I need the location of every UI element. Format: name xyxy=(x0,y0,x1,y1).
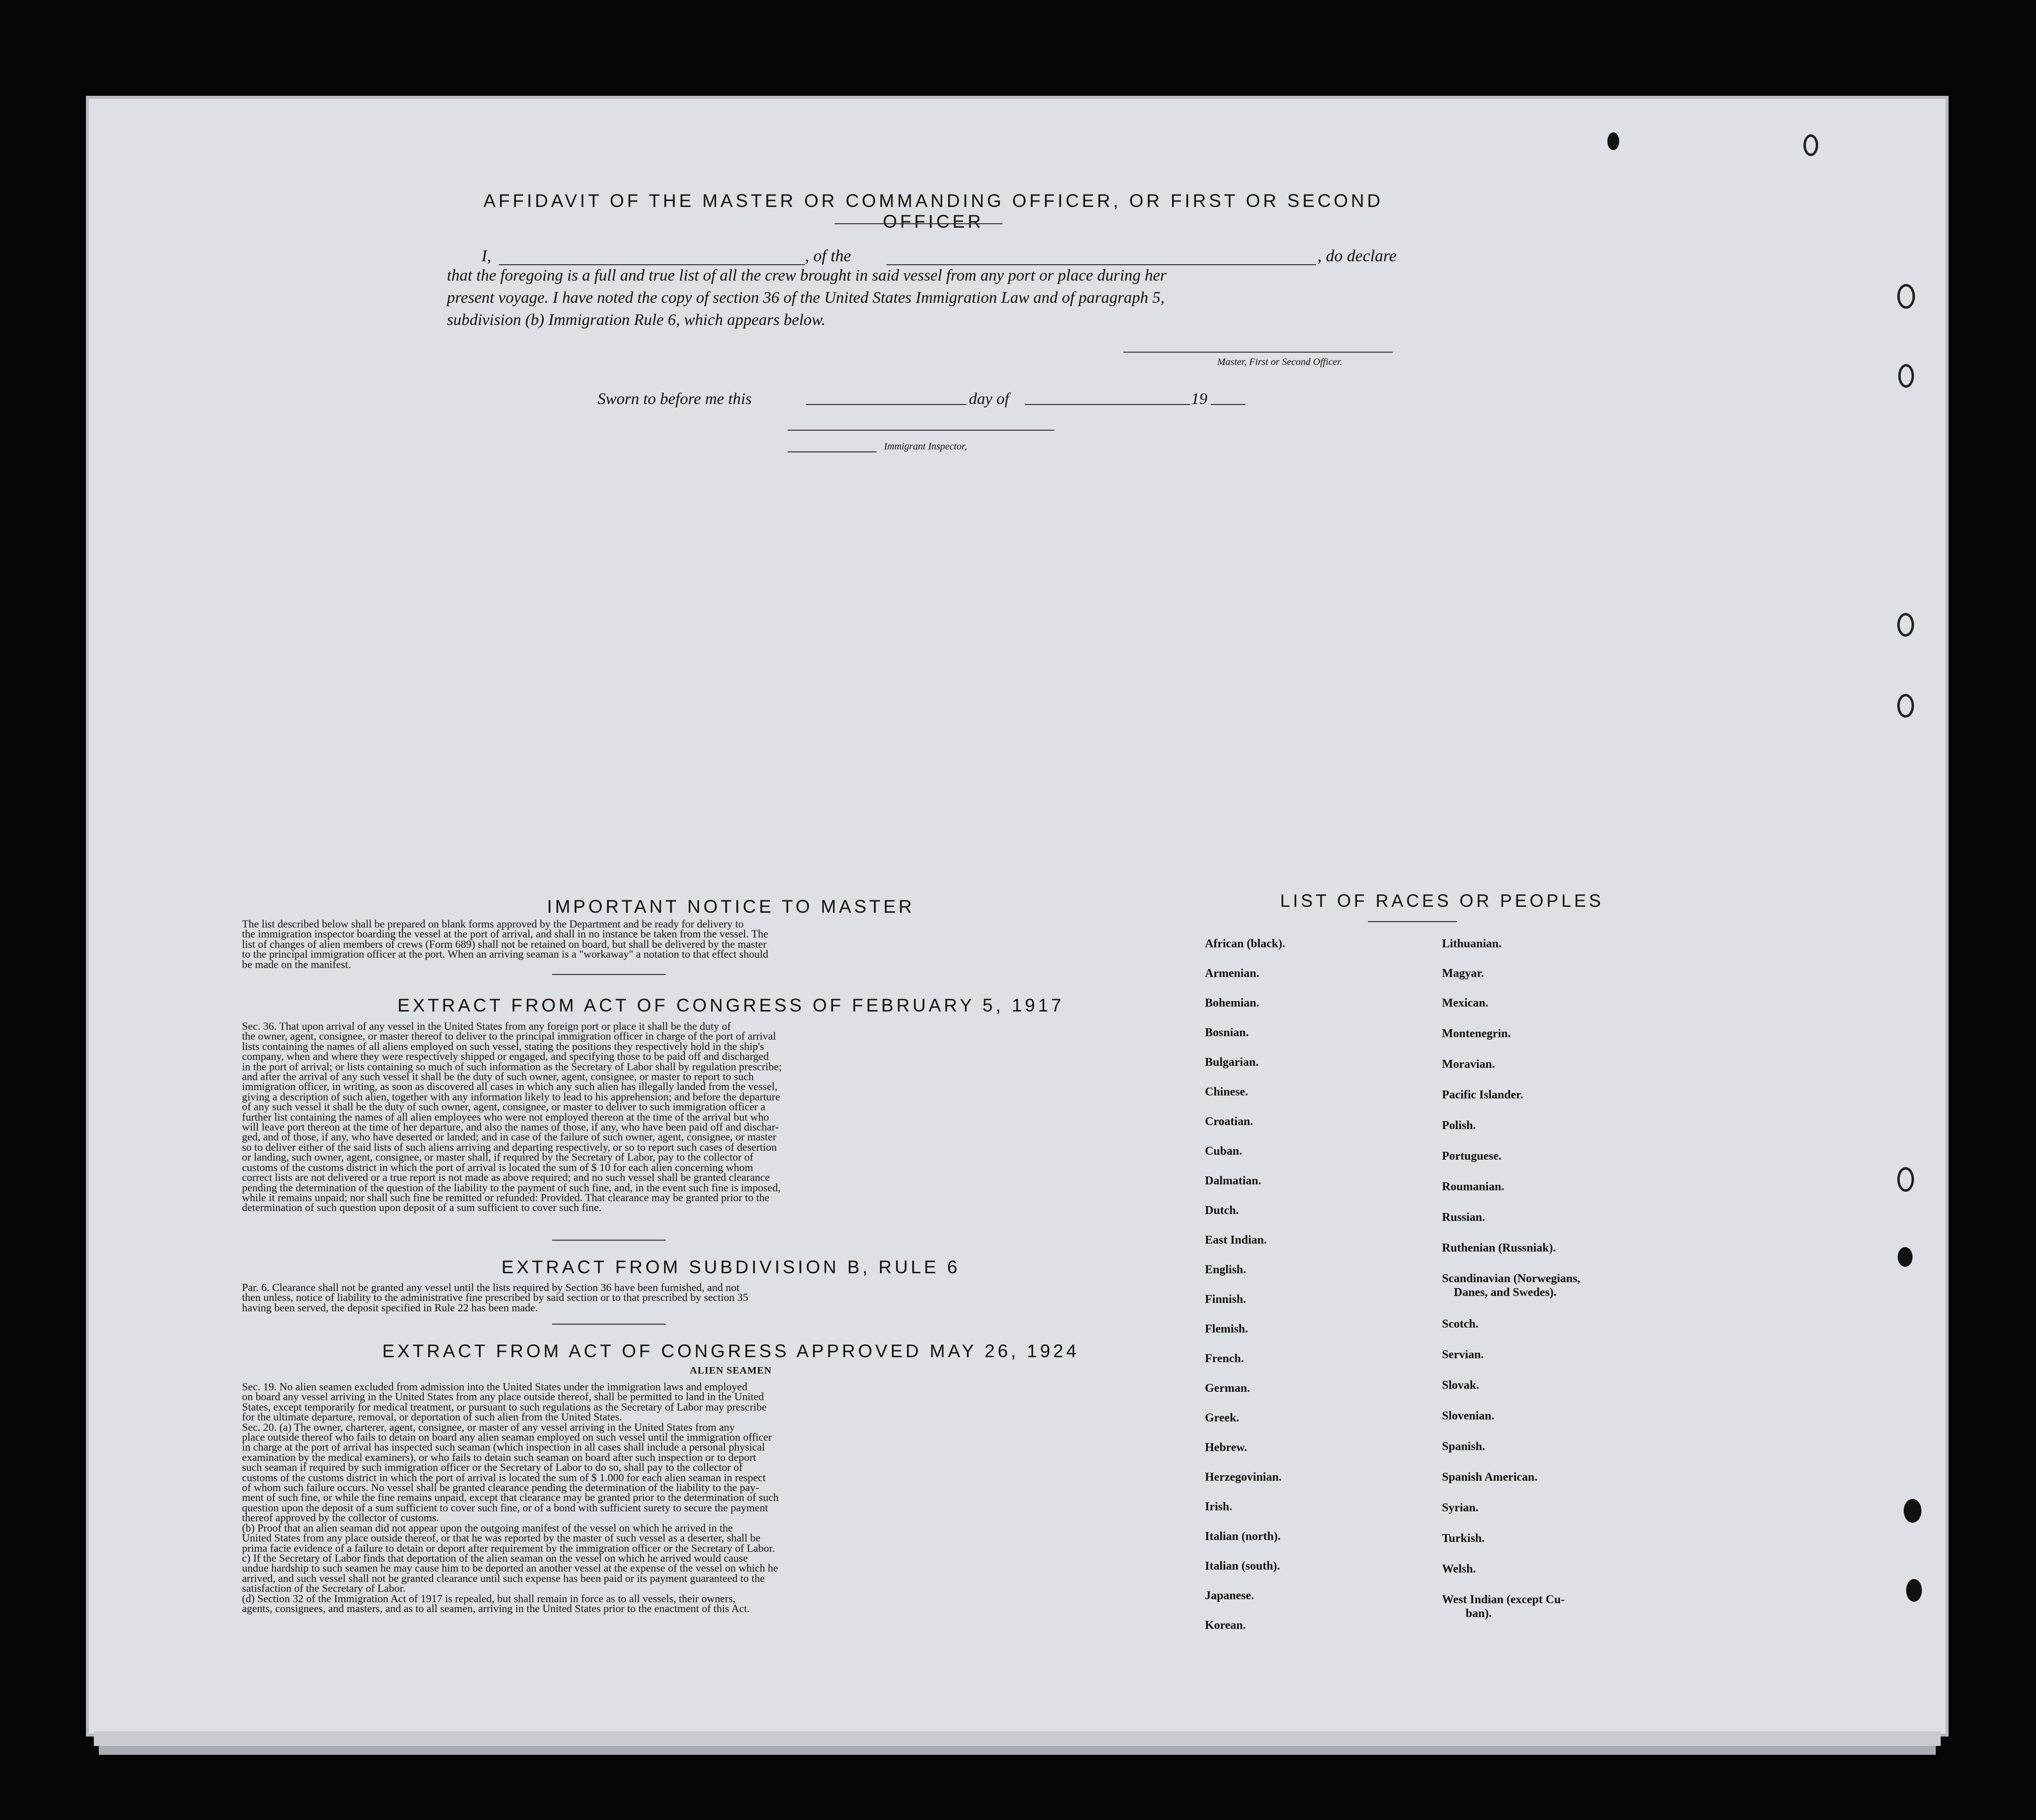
race-item: Irish. xyxy=(1205,1500,1233,1513)
race-item: French. xyxy=(1205,1352,1244,1365)
section-rule xyxy=(552,974,666,975)
notice-line: the immigration inspector boarding the vessel at the port of arrival, and shall in no instance be taken from the vessel. The xyxy=(242,928,768,940)
race-item: Chinese. xyxy=(1205,1086,1248,1098)
notice-line: to the principal immigration officer at the port. When an arriving seaman is a "workaway" a notation to that effect should xyxy=(242,948,768,961)
extract-1924-line: Sec. 20. (a) The owner, charterer, agent, consignee, or master of any vessel arriving in the United States from any xyxy=(242,1420,735,1433)
extract-1924-line: place outside thereof who fails to detain on board any alien seaman employed on such vessel until the immigration officer xyxy=(242,1431,772,1444)
extract-1917-line: or landing, such owner, agent, consignee, or master shall, if required by the Secretary of Labor, pay to the collector of xyxy=(242,1151,754,1164)
extract-1924-line: (b) Proof that an alien seaman did not appear upon the outgoing manifest of the vessel on which he arrived in the xyxy=(242,1521,733,1534)
inspector-caption: Immigrant Inspector, xyxy=(884,441,967,452)
extract-1917-text xyxy=(242,1021,973,1213)
extract-1924-line: arrived, and such vessel shall not be granted clearance until such expense has been paid or its payment guaranteed to the xyxy=(242,1572,765,1584)
notice-line: be made on the manifest. xyxy=(242,958,351,971)
section-rule xyxy=(552,1240,666,1241)
extract-1924-line: (d) Section 32 of the Immigration Act of 1917 is repealed, but shall remain in force as to all vessels, their owners, xyxy=(242,1592,736,1605)
notice-title: IMPORTANT NOTICE TO MASTER xyxy=(547,896,915,917)
year-blank-field[interactable] xyxy=(1211,404,1245,405)
race-item: Italian (south). xyxy=(1205,1560,1280,1573)
day-blank-field[interactable] xyxy=(806,404,966,405)
binder-hole xyxy=(1897,1167,1914,1192)
page-edge-lower xyxy=(99,1746,1936,1755)
race-item: Servian. xyxy=(1442,1348,1484,1361)
section-rule xyxy=(552,1324,666,1325)
binder-hole xyxy=(1897,284,1915,309)
binder-hole xyxy=(1897,694,1914,718)
binder-hole xyxy=(1906,1579,1922,1602)
inspector-signature-field[interactable] xyxy=(788,430,1054,431)
extract-1917-line: will leave port thereon at the time of her departure, and also the names of those, if any, who have been paid off and dischar- xyxy=(242,1121,779,1133)
races-title: LIST OF RACES OR PEOPLES xyxy=(1280,890,1604,911)
extract-1924-line: undue hardship to such seamen he may cause him to be deported an another vessel at the expense of the vessel on which he xyxy=(242,1562,778,1575)
race-item: Scotch. xyxy=(1442,1318,1478,1331)
name-blank-field[interactable] xyxy=(499,264,805,265)
race-item: Slovak. xyxy=(1442,1379,1479,1392)
extract-1917-line: the owner, agent, consignee, or master thereof to deliver to the principal immigration officer in charge of the port of arrival xyxy=(242,1030,776,1043)
extract-rule6-line: Par. 6. Clearance shall not be granted any vessel until the lists required by Section 36 have been furnished, and not xyxy=(242,1281,740,1294)
race-item: Lithuanian. xyxy=(1442,937,1502,950)
race-item: Montenegrin. xyxy=(1442,1027,1511,1040)
extract-1924-line: such seaman if required by such immigration officer or the Secretary of Labor to do so, shall pay to the collector of xyxy=(242,1461,743,1474)
race-item: Dutch. xyxy=(1205,1204,1239,1217)
race-item: Spanish American. xyxy=(1442,1471,1538,1484)
affidavit-i: I, xyxy=(481,247,491,265)
affidavit-title: AFFIDAVIT OF THE MASTER OR COMMANDING OFFICER, OR FIRST OR SECOND OFFICER xyxy=(483,191,1384,232)
race-item: Italian (north). xyxy=(1205,1530,1281,1543)
notice-line: The list described below shall be prepared on blank forms approved by the Department and be ready for delivery to xyxy=(242,918,744,930)
year-prefix: 19 xyxy=(1191,390,1207,408)
extract-1917-line: Sec. 36. That upon arrival of any vessel in the United States from any foreign port or place it shall be the duty of xyxy=(242,1020,731,1032)
race-item: Dalmatian. xyxy=(1205,1174,1261,1187)
race-item: Greek. xyxy=(1205,1412,1239,1424)
month-blank-field[interactable] xyxy=(1025,404,1190,405)
title-rule xyxy=(835,223,1002,224)
extract-1924-line: ment of such fine, or while the fine remains unpaid, except that clearance may be granted prior to the determination of such xyxy=(242,1491,779,1504)
race-item: Portuguese. xyxy=(1442,1150,1502,1163)
race-item: East Indian. xyxy=(1205,1234,1267,1247)
binder-hole xyxy=(1904,1499,1921,1523)
race-item: German. xyxy=(1205,1382,1250,1395)
extract-1917-line: correct lists are not delivered or a true report is not made as above required; and no such vessel shall be granted clearance xyxy=(242,1171,770,1184)
extract-rule6-text xyxy=(242,1283,973,1313)
race-item: Welsh. xyxy=(1442,1563,1476,1576)
binder-hole xyxy=(1898,364,1914,388)
sworn-text: Sworn to before me this xyxy=(598,390,752,408)
extract-1924-line: United States from any place outside thereof, or that he was reported by the master of such vessel as a deserter, shall be xyxy=(242,1532,760,1544)
race-item: Spanish. xyxy=(1442,1440,1485,1453)
extract-1924-line: of whom such failure occurs. No vessel shall be granted clearance pending the determination of the liability to the pay- xyxy=(242,1481,759,1494)
race-item: Slovenian. xyxy=(1442,1410,1495,1422)
race-item: Armenian. xyxy=(1205,967,1259,980)
race-item: Pacific Islander. xyxy=(1442,1089,1523,1101)
extract-1924-line: in charge at the port of arrival has inspected such seaman (which inspection in all cases shall include a personal physical xyxy=(242,1441,765,1454)
extract-rule6-line: then unless, notice of liability to the administrative fine prescribed by said section or to that prescribed by section 35 xyxy=(242,1291,749,1304)
race-item: Herzegovinian. xyxy=(1205,1471,1282,1484)
extract-1924-line: examination by the medical examiners), or who fails to detain such seaman on board after such inspection or to deport xyxy=(242,1451,757,1463)
day-of-text: day of xyxy=(969,390,1009,408)
master-signature-field[interactable] xyxy=(1123,352,1393,353)
race-item: Ruthenian (Russniak). xyxy=(1442,1242,1556,1254)
extract-1924-line: Sec. 19. No alien seamen excluded from admission into the United States under the immigration laws and employed xyxy=(242,1380,748,1393)
race-item: Cuban. xyxy=(1205,1145,1242,1158)
extract-1924-line: customs of the customs district in which the port of arrival is located the sum of $ 1.000 for each alien seaman in respect xyxy=(242,1471,766,1484)
extract-1917-line: determination of such question upon deposit of a sum sufficient to cover such fine. xyxy=(242,1201,601,1214)
extract-1917-line: and after the arrival of any such vessel it shall be the duty of such owner, agent, consignee, or master to report to such xyxy=(242,1070,754,1083)
extract-1924-line: for the ultimate departure, removal, or deportation of such alien from the United States. xyxy=(242,1411,622,1423)
race-item: Danes, and Swedes). xyxy=(1454,1286,1557,1299)
extract-1924-line: question upon the deposit of a sum sufficient to cover such fine, or of a bond with sufficient surety to secure the payment xyxy=(242,1501,768,1514)
race-item: Japanese. xyxy=(1205,1589,1254,1602)
race-item: Turkish. xyxy=(1442,1532,1485,1545)
inspector-prefix-field[interactable] xyxy=(788,451,877,452)
extract-1924-line: agents, consignees, and masters, and as to all seamen, arriving in the United States prior to the enactment of this Act. xyxy=(242,1602,750,1615)
race-item: ban). xyxy=(1466,1607,1492,1620)
race-item: African (black). xyxy=(1205,937,1285,950)
extract-1917-line: of any such vessel it shall be the duty of such owner, agent, consignee, or master to deliver to such immigration officer a xyxy=(242,1100,765,1113)
race-item: Hebrew. xyxy=(1205,1441,1247,1454)
vessel-blank-field[interactable] xyxy=(886,264,1316,265)
extract-1924-subtitle: ALIEN SEAMEN xyxy=(690,1365,772,1376)
race-item: Bohemian. xyxy=(1205,997,1260,1010)
race-item: Finnish. xyxy=(1205,1293,1246,1306)
extract-rule6-line: having been served, the deposit specified in Rule 22 has been made. xyxy=(242,1301,538,1314)
extract-1917-line: company, when and where they were respectively shipped or engaged, and specifying those to be paid off and discharged xyxy=(242,1050,769,1063)
extract-1924-line: on board any vessel arriving in the United States from any place outside thereof, shall be permitted to land in the United xyxy=(242,1390,764,1403)
extract-1917-line: while it remains unpaid; nor shall such fine be remitted or refunded: Provided. That clearance may be granted prior to the xyxy=(242,1191,770,1204)
extract-1924-line: States, except temporarily for medical treatment, or pursuant to such regulations as the Secretary of Labor may prescribe xyxy=(242,1400,767,1413)
race-item: Flemish. xyxy=(1205,1323,1248,1335)
binder-hole xyxy=(1803,134,1818,156)
extract-1917-line: so to deliver either of the said lists of such aliens arriving and departing respectively, or so to report such cases of desertion xyxy=(242,1140,777,1153)
notice-text xyxy=(242,919,973,970)
extract-1917-line: immigration officer, in writing, as soon as discovered all cases in which any such alien has illegally landed from the vessel, xyxy=(242,1080,778,1093)
extract-1924-line: prima facie evidence of a failure to detain or deport after requirement by the immigration officer or the Secretary of Labor. xyxy=(242,1541,775,1554)
race-item: West Indian (except Cu- xyxy=(1442,1593,1565,1606)
binder-hole xyxy=(1607,132,1619,150)
extract-1924-line: c) If the Secretary of Labor finds that deportation of the alien seaman on the vessel on which he arrived would cause xyxy=(242,1551,748,1564)
extract-1917-line: further list containing the names of all alien employees who were not employed thereon at the time of the arrival but who xyxy=(242,1110,769,1123)
extract-1917-line: in the port of arrival; or lists containing so much of such information as the Secretary of Labor shall by regulation prescribe; xyxy=(242,1060,782,1073)
race-item: Bulgarian. xyxy=(1205,1056,1259,1069)
master-signature-caption: Master, First or Second Officer. xyxy=(1217,357,1343,367)
extract-1917-line: giving a description of such alien, together with any information likely to lead to his apprehension; and before the departure xyxy=(242,1090,780,1103)
page-edge xyxy=(94,1731,1941,1746)
race-item: Russian. xyxy=(1442,1211,1485,1224)
notice-line: list of changes of alien members of crews (Form 689) shall not be retained on board, but shall be delivered by the master xyxy=(242,937,767,950)
extract-1917-line: customs of the customs district in which the port of arrival is located the sum of $ 10 for each alien concerning whom xyxy=(242,1161,753,1173)
extract-1917-line: lists containing the names of all aliens employed on such vessel, stating the positions they respectively hold in the ship's xyxy=(242,1040,764,1052)
races-title-rule xyxy=(1368,921,1457,922)
race-item: Magyar. xyxy=(1442,967,1484,980)
extract-1924-line: thereof approved by the collector of customs. xyxy=(242,1511,439,1524)
race-item: Syrian. xyxy=(1442,1501,1479,1514)
extract-1917-line: ged, and of those, if any, who have deserted or landed; and in case of the failure of such owner, agent, consignee, or master xyxy=(242,1131,777,1143)
extract-rule6-title: EXTRACT FROM SUBDIVISION B, RULE 6 xyxy=(501,1257,960,1277)
binder-hole xyxy=(1897,613,1914,637)
race-item: Scandinavian (Norwegians, xyxy=(1442,1272,1581,1285)
extract-1917-title: EXTRACT FROM ACT OF CONGRESS OF FEBRUARY 5, 1917 xyxy=(397,995,1065,1015)
affidavit-of-the: , of the xyxy=(805,247,851,265)
extract-1917-line: pending the determination of the question of the liability to the payment of such fine, and, in the event such fine is imposed, xyxy=(242,1181,781,1194)
race-item: Korean. xyxy=(1205,1619,1246,1632)
race-item: Croatian. xyxy=(1205,1115,1253,1128)
race-item: Bosnian. xyxy=(1205,1026,1249,1039)
race-item: Roumanian. xyxy=(1442,1180,1505,1193)
extract-1924-title: EXTRACT FROM ACT OF CONGRESS APPROVED MAY 26, 1924 xyxy=(382,1341,1079,1361)
extract-1924-text xyxy=(242,1382,973,1614)
extract-1924-line: satisfaction of the Secretary of Labor. xyxy=(242,1582,406,1595)
affidavit-text-line: that the foregoing is a full and true list of all the crew brought in said vessel from any port or place during her xyxy=(447,267,1167,284)
race-item: Mexican. xyxy=(1442,997,1488,1010)
affidavit-text-line: present voyage. I have noted the copy of section 36 of the United States Immigration Law and of paragraph 5, xyxy=(447,289,1165,307)
race-item: Moravian. xyxy=(1442,1058,1495,1071)
race-item: Polish. xyxy=(1442,1119,1476,1132)
affidavit-declare: , do declare xyxy=(1317,247,1397,265)
affidavit-text-line: subdivision (b) Immigration Rule 6, which appears below. xyxy=(447,311,826,329)
race-item: English. xyxy=(1205,1263,1246,1276)
binder-hole xyxy=(1898,1247,1913,1267)
